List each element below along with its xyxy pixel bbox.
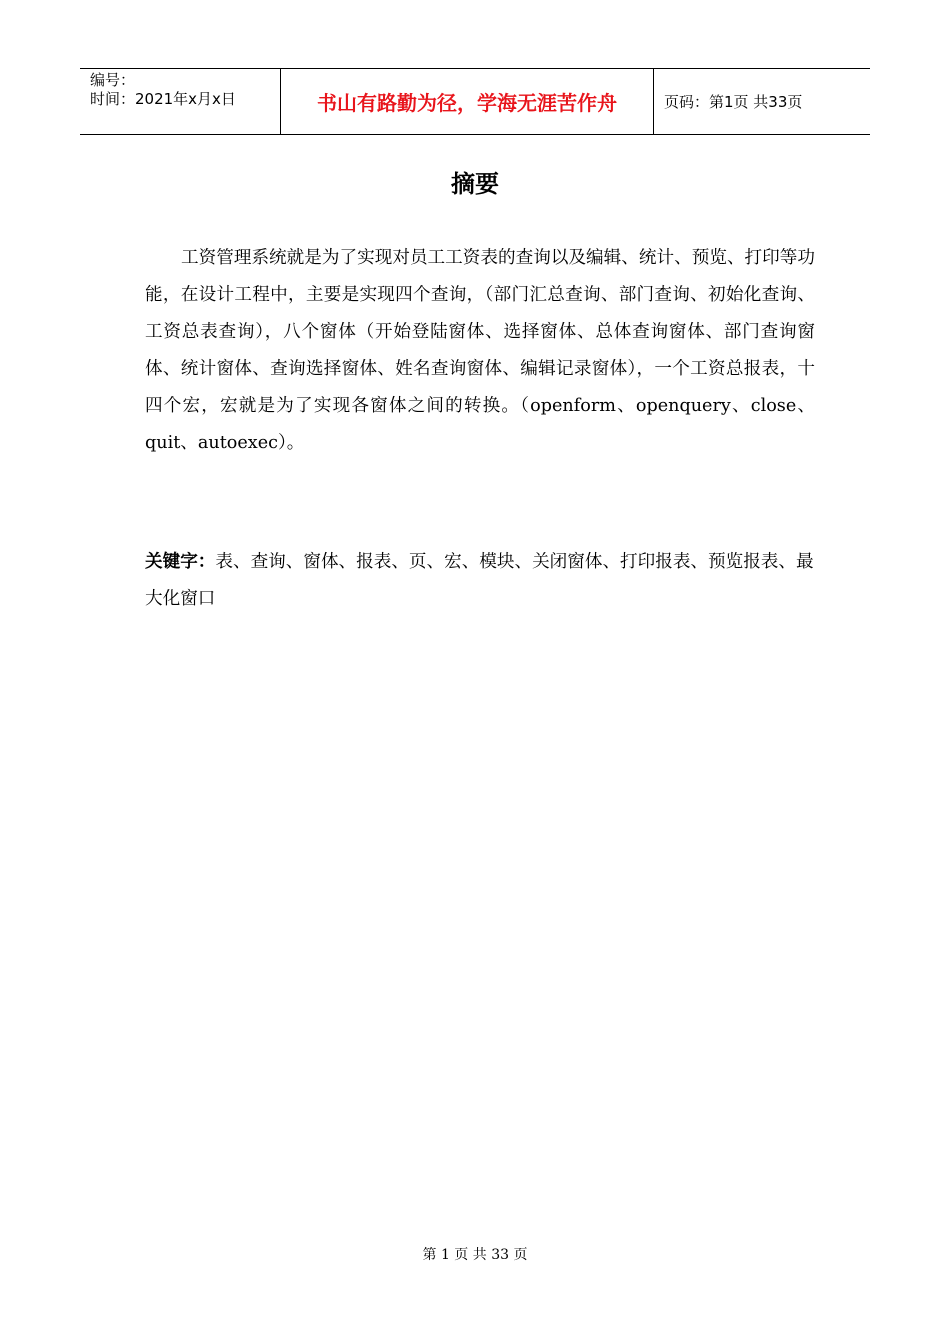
page-header: [80, 68, 870, 135]
keywords-label: 关键字：: [145, 552, 216, 572]
header-motto: 书山有路勤为径，学海无涯苦作舟: [281, 69, 654, 134]
document-number-label: 编号：: [90, 71, 136, 89]
keywords-text: 表、查询、窗体、报表、页、宏、模块、关闭窗体、打印报表、预览报表、最大化窗口: [145, 552, 814, 609]
page-title: 摘要: [451, 170, 499, 198]
keywords-paragraph: [145, 544, 815, 618]
page-footer: 第 1 页 共 33 页: [422, 1247, 528, 1263]
header-meta: [80, 69, 281, 134]
document-date: 时间：2021年x月x日: [90, 90, 236, 108]
header-page-info: 页码：第1页 共33页: [664, 93, 803, 111]
abstract-paragraph: 工资管理系统就是为了实现对员工工资表的查询以及编辑、统计、预览、打印等功能，在设计工程中，主要是实现四个查询，（部门汇总查询、部门查询、初始化查询、工资总表查询），八个窗体（开始登陆窗体、选择窗体、总体查询窗体、部门查询窗体、统计窗体、查询选择窗体、姓名查询窗体、编辑记录窗体），一个工资总报表，十四个宏，宏就是为了实现各窗体之间的转换。（openform、openquery、close、quit、autoexec）。: [145, 248, 815, 453]
